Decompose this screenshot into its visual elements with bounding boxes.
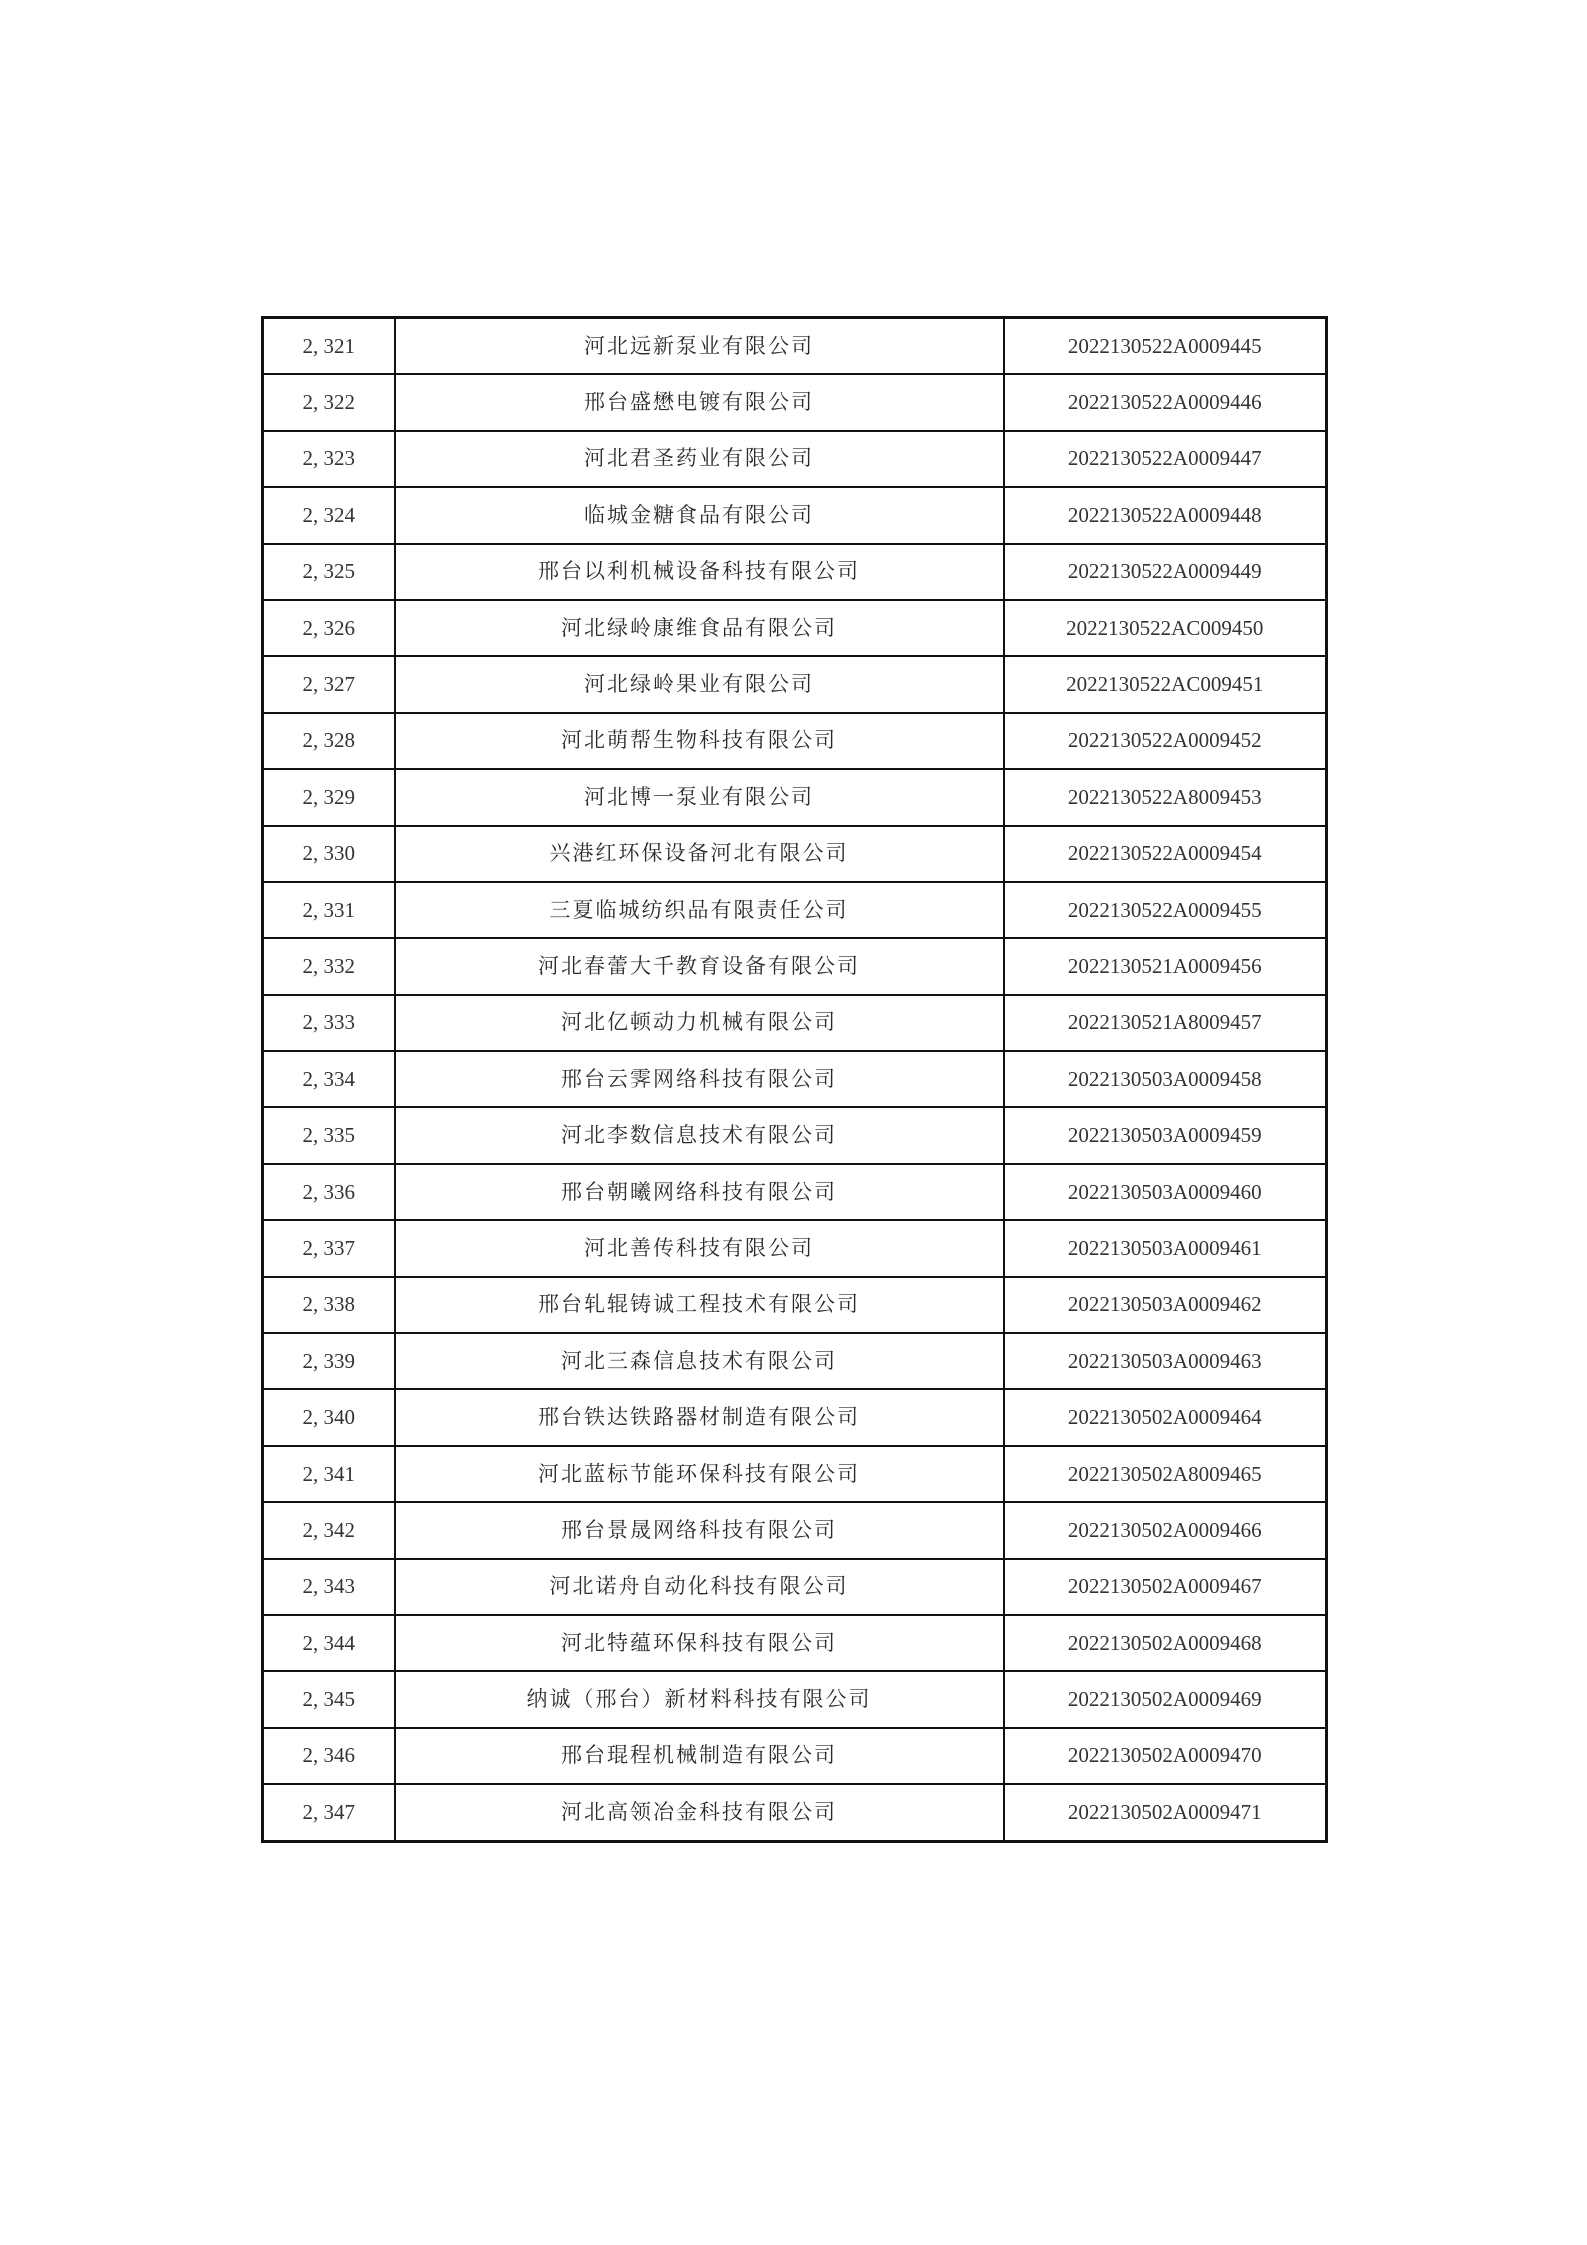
row-index: 2, 331 xyxy=(263,882,395,938)
company-name: 邢台以利机械设备科技有限公司 xyxy=(395,544,1004,600)
company-name: 邢台琨程机械制造有限公司 xyxy=(395,1728,1004,1784)
table-row xyxy=(263,1164,1327,1220)
row-index: 2, 334 xyxy=(263,1051,395,1107)
row-index: 2, 344 xyxy=(263,1615,395,1671)
company-name: 邢台铁达铁路器材制造有限公司 xyxy=(395,1389,1004,1445)
company-name: 河北高领冶金科技有限公司 xyxy=(395,1784,1004,1841)
table-row xyxy=(263,1671,1327,1727)
company-name: 河北亿顿动力机械有限公司 xyxy=(395,995,1004,1051)
registration-code: 2022130522A0009447 xyxy=(1004,431,1327,487)
company-name: 纳诚（邢台）新材料科技有限公司 xyxy=(395,1671,1004,1727)
registration-code: 2022130503A0009459 xyxy=(1004,1107,1327,1163)
registration-code: 2022130522A0009448 xyxy=(1004,487,1327,543)
table-row xyxy=(263,431,1327,487)
registration-code: 2022130503A0009463 xyxy=(1004,1333,1327,1389)
company-name: 河北博一泵业有限公司 xyxy=(395,769,1004,825)
table-row xyxy=(263,374,1327,430)
row-index: 2, 332 xyxy=(263,938,395,994)
table-row xyxy=(263,826,1327,882)
row-index: 2, 346 xyxy=(263,1728,395,1784)
company-name: 河北萌帮生物科技有限公司 xyxy=(395,713,1004,769)
registration-code: 2022130503A0009458 xyxy=(1004,1051,1327,1107)
table-row xyxy=(263,1446,1327,1502)
table-row xyxy=(263,1728,1327,1784)
row-index: 2, 321 xyxy=(263,318,395,375)
table-row xyxy=(263,1615,1327,1671)
registration-code: 2022130502A0009469 xyxy=(1004,1671,1327,1727)
row-index: 2, 329 xyxy=(263,769,395,825)
company-name: 邢台景晟网络科技有限公司 xyxy=(395,1502,1004,1558)
row-index: 2, 338 xyxy=(263,1277,395,1333)
registration-code: 2022130522A0009455 xyxy=(1004,882,1327,938)
row-index: 2, 325 xyxy=(263,544,395,600)
table-row xyxy=(263,544,1327,600)
table-row xyxy=(263,882,1327,938)
company-name: 邢台盛懋电镀有限公司 xyxy=(395,374,1004,430)
table-row xyxy=(263,995,1327,1051)
registration-code: 2022130521A0009456 xyxy=(1004,938,1327,994)
company-name: 临城金糖食品有限公司 xyxy=(395,487,1004,543)
row-index: 2, 324 xyxy=(263,487,395,543)
table-row xyxy=(263,1333,1327,1389)
company-name: 河北远新泵业有限公司 xyxy=(395,318,1004,375)
registration-code: 2022130522AC009450 xyxy=(1004,600,1327,656)
company-name: 河北诺舟自动化科技有限公司 xyxy=(395,1559,1004,1615)
row-index: 2, 333 xyxy=(263,995,395,1051)
registration-code: 2022130522AC009451 xyxy=(1004,656,1327,712)
registration-code: 2022130522A0009454 xyxy=(1004,826,1327,882)
table-row xyxy=(263,938,1327,994)
registration-code: 2022130502A0009468 xyxy=(1004,1615,1327,1671)
company-name: 河北蓝标节能环保科技有限公司 xyxy=(395,1446,1004,1502)
registration-code: 2022130502A0009467 xyxy=(1004,1559,1327,1615)
table-row xyxy=(263,1220,1327,1276)
registration-code: 2022130521A8009457 xyxy=(1004,995,1327,1051)
table-row xyxy=(263,713,1327,769)
registration-code: 2022130522A0009452 xyxy=(1004,713,1327,769)
table-row xyxy=(263,1277,1327,1333)
registration-code: 2022130522A0009445 xyxy=(1004,318,1327,375)
row-index: 2, 322 xyxy=(263,374,395,430)
row-index: 2, 336 xyxy=(263,1164,395,1220)
table-row xyxy=(263,1502,1327,1558)
table-row xyxy=(263,1784,1327,1841)
registration-code: 2022130502A8009465 xyxy=(1004,1446,1327,1502)
row-index: 2, 342 xyxy=(263,1502,395,1558)
registration-code: 2022130503A0009461 xyxy=(1004,1220,1327,1276)
row-index: 2, 326 xyxy=(263,600,395,656)
row-index: 2, 341 xyxy=(263,1446,395,1502)
company-name: 兴港红环保设备河北有限公司 xyxy=(395,826,1004,882)
registration-code: 2022130522A0009446 xyxy=(1004,374,1327,430)
row-index: 2, 327 xyxy=(263,656,395,712)
company-registry-table xyxy=(261,316,1328,1843)
company-name: 河北三森信息技术有限公司 xyxy=(395,1333,1004,1389)
table-row xyxy=(263,487,1327,543)
registration-code: 2022130502A0009471 xyxy=(1004,1784,1327,1841)
table-row xyxy=(263,1389,1327,1445)
table-row xyxy=(263,1107,1327,1163)
registration-code: 2022130502A0009470 xyxy=(1004,1728,1327,1784)
registration-code: 2022130522A8009453 xyxy=(1004,769,1327,825)
company-name: 三夏临城纺织品有限责任公司 xyxy=(395,882,1004,938)
row-index: 2, 328 xyxy=(263,713,395,769)
row-index: 2, 337 xyxy=(263,1220,395,1276)
company-name: 邢台轧辊铸诚工程技术有限公司 xyxy=(395,1277,1004,1333)
company-name: 邢台朝曦网络科技有限公司 xyxy=(395,1164,1004,1220)
registration-code: 2022130522A0009449 xyxy=(1004,544,1327,600)
company-name: 河北春蕾大千教育设备有限公司 xyxy=(395,938,1004,994)
company-name: 河北李数信息技术有限公司 xyxy=(395,1107,1004,1163)
company-name: 河北绿岭果业有限公司 xyxy=(395,656,1004,712)
table-row xyxy=(263,1051,1327,1107)
row-index: 2, 323 xyxy=(263,431,395,487)
table-row xyxy=(263,656,1327,712)
row-index: 2, 343 xyxy=(263,1559,395,1615)
table-body xyxy=(263,318,1327,1842)
company-name: 河北善传科技有限公司 xyxy=(395,1220,1004,1276)
row-index: 2, 335 xyxy=(263,1107,395,1163)
row-index: 2, 339 xyxy=(263,1333,395,1389)
row-index: 2, 330 xyxy=(263,826,395,882)
row-index: 2, 340 xyxy=(263,1389,395,1445)
registration-code: 2022130502A0009466 xyxy=(1004,1502,1327,1558)
row-index: 2, 347 xyxy=(263,1784,395,1841)
table-row xyxy=(263,769,1327,825)
registration-code: 2022130503A0009460 xyxy=(1004,1164,1327,1220)
table-row xyxy=(263,318,1327,375)
company-name: 河北君圣药业有限公司 xyxy=(395,431,1004,487)
company-name: 河北特蕴环保科技有限公司 xyxy=(395,1615,1004,1671)
table-row xyxy=(263,1559,1327,1615)
company-name: 河北绿岭康维食品有限公司 xyxy=(395,600,1004,656)
company-name: 邢台云霁网络科技有限公司 xyxy=(395,1051,1004,1107)
registration-code: 2022130503A0009462 xyxy=(1004,1277,1327,1333)
registration-code: 2022130502A0009464 xyxy=(1004,1389,1327,1445)
table-row xyxy=(263,600,1327,656)
row-index: 2, 345 xyxy=(263,1671,395,1727)
